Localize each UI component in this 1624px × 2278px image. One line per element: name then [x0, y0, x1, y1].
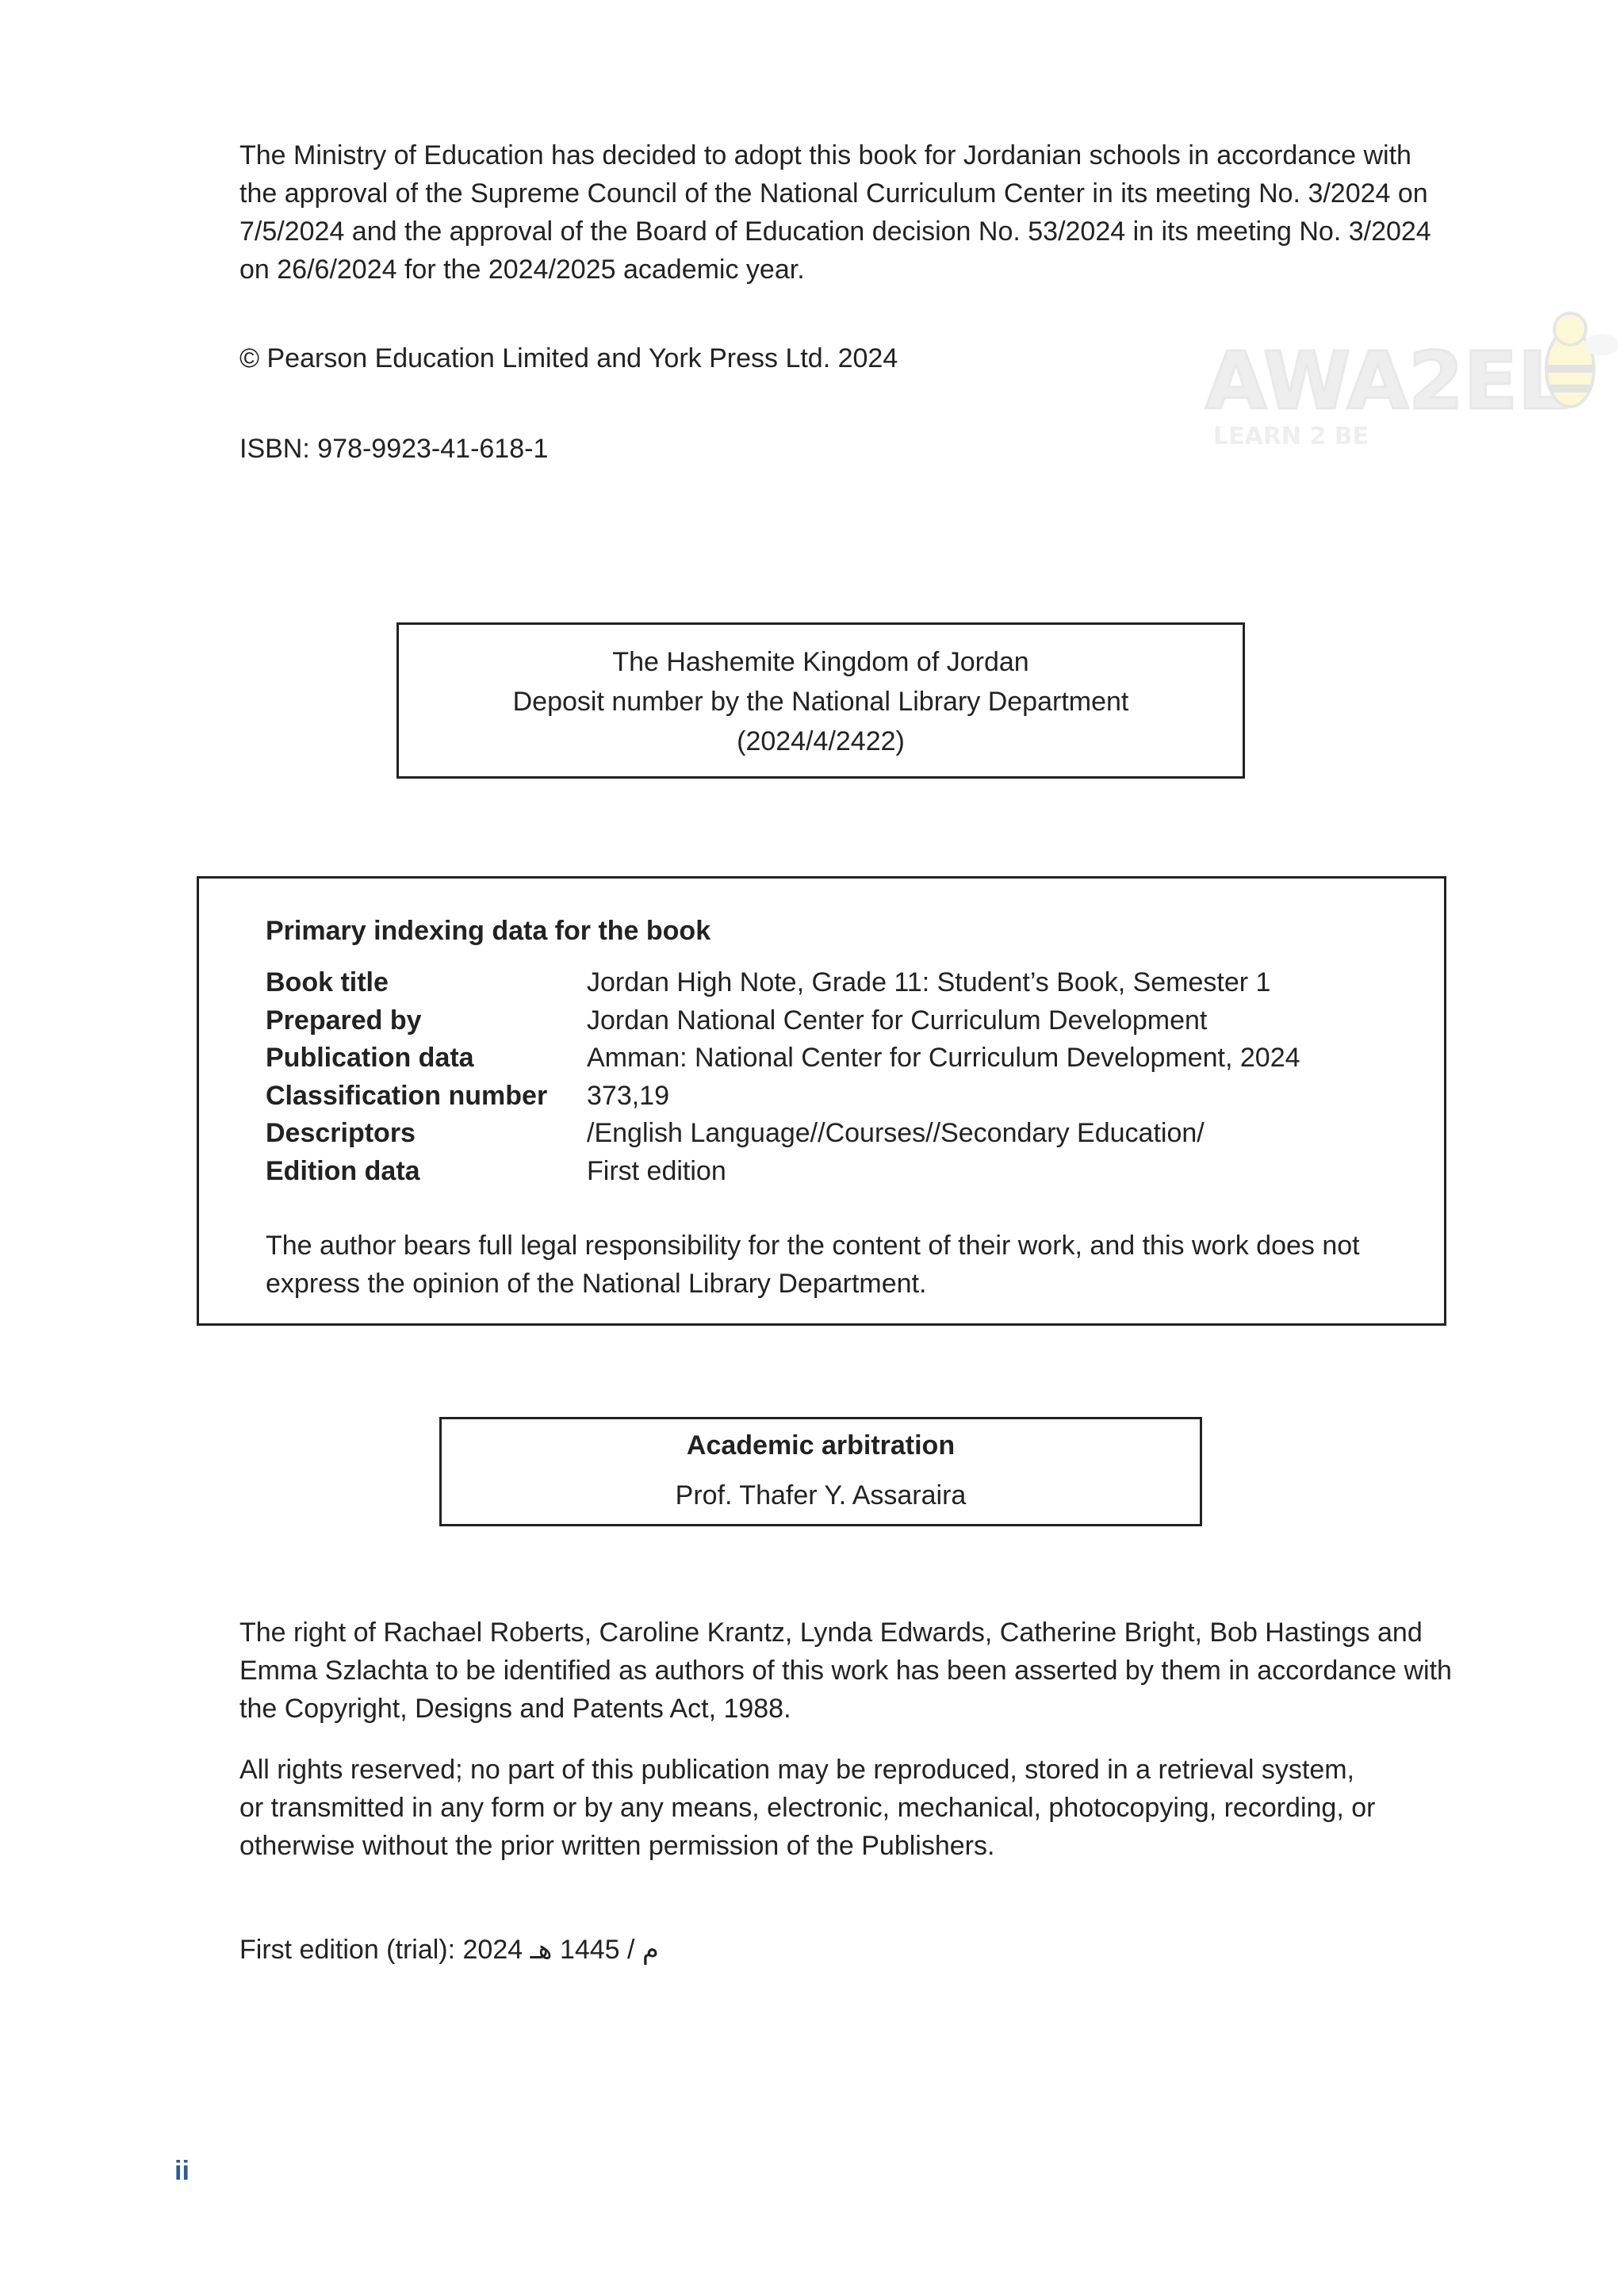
watermark-text: AWA2EL	[1205, 335, 1568, 427]
indexing-data-box	[197, 876, 1446, 1326]
rights-line-3: otherwise without the prior written permission of the Publishers.	[239, 1831, 995, 1861]
rights-line-1: All rights reserved; no part of this publication may be reproduced, stored in a retrieval system,	[239, 1755, 1355, 1785]
index-label: Edition data	[266, 1155, 420, 1186]
index-value: First edition	[587, 1155, 726, 1186]
index-value: Jordan National Center for Curriculum Development	[587, 1005, 1208, 1036]
responsibility-note	[266, 1227, 1377, 1303]
arbitration-name: Prof. Thafer Y. Assaraira	[675, 1480, 967, 1510]
edition-line: First edition (trial): 2024 م / 1445 هـ	[239, 1935, 659, 1965]
approval-line-2: the approval of the Supreme Council of the National Curriculum Center in its meeting No. 3/2024 on	[239, 178, 1428, 209]
index-label: Classification number	[266, 1080, 548, 1111]
rights-line-2: or transmitted in any form or by any means, electronic, mechanical, photocopying, recording, or	[239, 1793, 1376, 1823]
index-value: Amman: National Center for Curriculum Development, 2024	[587, 1043, 1300, 1073]
index-row-edition-data	[266, 1153, 1377, 1191]
index-row-book-title	[266, 964, 1377, 1002]
deposit-department: Deposit number by the National Library Department	[512, 687, 1129, 717]
indexing-title: Primary indexing data for the book	[266, 916, 711, 946]
deposit-number: (2024/4/2422)	[737, 726, 905, 756]
index-value: 373,19	[587, 1080, 669, 1111]
bee-icon	[1546, 313, 1618, 407]
authors-line-1: The right of Rachael Roberts, Caroline Krantz, Lynda Edwards, Catherine Bright, Bob Hastings and	[239, 1618, 1423, 1648]
copyright-line: © Pearson Education Limited and York Press Ltd. 2024	[239, 343, 898, 373]
index-row-descriptors	[266, 1115, 1377, 1153]
authors-line-3: the Copyright, Designs and Patents Act, 1988.	[239, 1694, 791, 1724]
deposit-kingdom: The Hashemite Kingdom of Jordan	[612, 647, 1029, 677]
page-number: ii	[174, 2156, 190, 2186]
deposit-number-box	[396, 622, 1245, 779]
index-row-prepared-by	[266, 1002, 1377, 1040]
index-row-classification-number	[266, 1078, 1377, 1116]
approval-paragraph	[239, 136, 1453, 289]
approval-line-1: The Ministry of Education has decided to adopt this book for Jordanian schools in accordance with	[239, 140, 1411, 170]
rights-paragraph	[239, 1751, 1453, 1865]
authors-paragraph	[239, 1614, 1453, 1728]
index-label: Prepared by	[266, 1005, 422, 1036]
index-label: Book title	[266, 967, 389, 997]
index-value: Jordan High Note, Grade 11: Student’s Book, Semester 1	[587, 967, 1271, 997]
watermark-subtext: LEARN 2 BE	[1213, 423, 1369, 450]
arbitration-title: Academic arbitration	[686, 1430, 956, 1461]
index-label: Publication data	[266, 1043, 474, 1073]
academic-arbitration-box	[439, 1417, 1202, 1526]
isbn-line: ISBN: 978-9923-41-618-1	[239, 434, 549, 464]
index-row-publication-data	[266, 1039, 1377, 1078]
index-label: Descriptors	[266, 1118, 416, 1148]
responsibility-note-line-1: The author bears full legal responsibility for the content of their work, and this work does not	[266, 1231, 1360, 1261]
authors-line-2: Emma Szlachta to be identified as authors of this work has been asserted by them in accordance with	[239, 1656, 1452, 1686]
approval-line-3: 7/5/2024 and the approval of the Board of Education decision No. 53/2024 in its meeting No. 3/2024	[239, 216, 1431, 247]
approval-line-4: on 26/6/2024 for the 2024/2025 academic year.	[239, 255, 805, 285]
responsibility-note-line-2: express the opinion of the National Library Department.	[266, 1269, 927, 1299]
index-value: /English Language//Courses//Secondary Education/	[587, 1118, 1205, 1148]
